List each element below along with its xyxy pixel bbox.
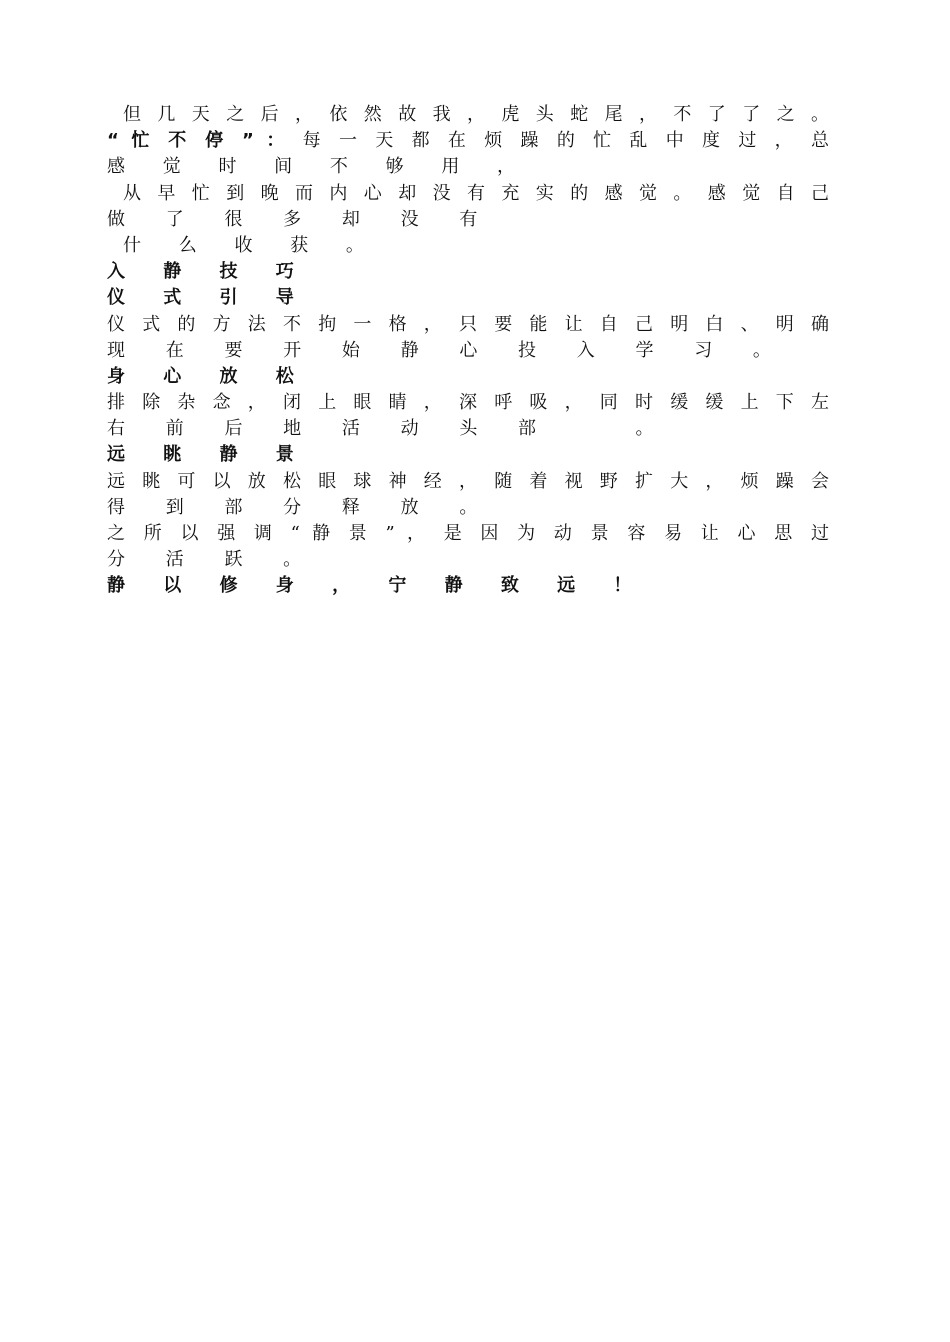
gaze-line-4: 分 活 跃 。 — [107, 549, 319, 571]
intro-line-5: 做 了 很 多 却 没 有 — [107, 208, 495, 230]
busy-heading: “ 忙 不 停 ” ： — [107, 130, 291, 152]
intro-line-1: 但 几 天 之 后 ， 依 然 故 我 ， 虎 头 蛇 尾 ， 不 了 了 之 。 — [123, 104, 829, 125]
gaze-line-1: 远 眺 可 以 放 松 眼 球 神 经 ， 随 着 视 野 扩 大 ， 烦 躁 会 — [107, 470, 829, 492]
intro-line-4: 从 早 忙 到 晚 而 内 心 却 没 有 充 实 的 感 觉 。 感 觉 自 己 — [123, 182, 829, 204]
intro-line-2 — [107, 128, 829, 154]
intro-line-6: 什 么 收 获 。 — [123, 234, 380, 256]
section-heading: 入 静 技 巧 — [107, 261, 310, 283]
intro-line-2-rest: 每 一 天 都 在 烦 躁 的 忙 乱 中 度 过 ， 总 — [302, 130, 829, 152]
ritual-heading: 仪 式 引 导 — [107, 287, 310, 309]
ritual-line-1: 仪 式 的 方 法 不 拘 一 格 ， 只 要 能 让 自 己 明 白 、 明 确 — [107, 313, 829, 335]
relax-line-1: 排 除 杂 念 ， 闭 上 眼 睛 ， 深 呼 吸 ， 同 时 缓 缓 上 下 左 — [107, 392, 829, 414]
intro-line-3: 感 觉 时 间 不 够 用 ， — [107, 156, 532, 178]
document-page — [107, 102, 829, 600]
gaze-line-3: 之 所 以 强 调 “ 静 景 ” ， 是 因 为 动 景 容 易 让 心 思 过 — [107, 523, 829, 544]
gaze-line-2: 得 到 部 分 释 放 。 — [107, 496, 495, 518]
gaze-heading: 远 眺 静 景 — [107, 444, 310, 466]
ritual-line-2: 现 在 要 开 始 静 心 投 入 学 习 。 — [107, 339, 789, 361]
relax-line-2: 右 前 后 地 活 动 头 部 。 — [107, 418, 671, 440]
relax-heading: 身 心 放 松 — [107, 365, 310, 387]
closing-line: 静 以 修 身 ， 宁 静 致 远 ！ — [107, 575, 648, 597]
